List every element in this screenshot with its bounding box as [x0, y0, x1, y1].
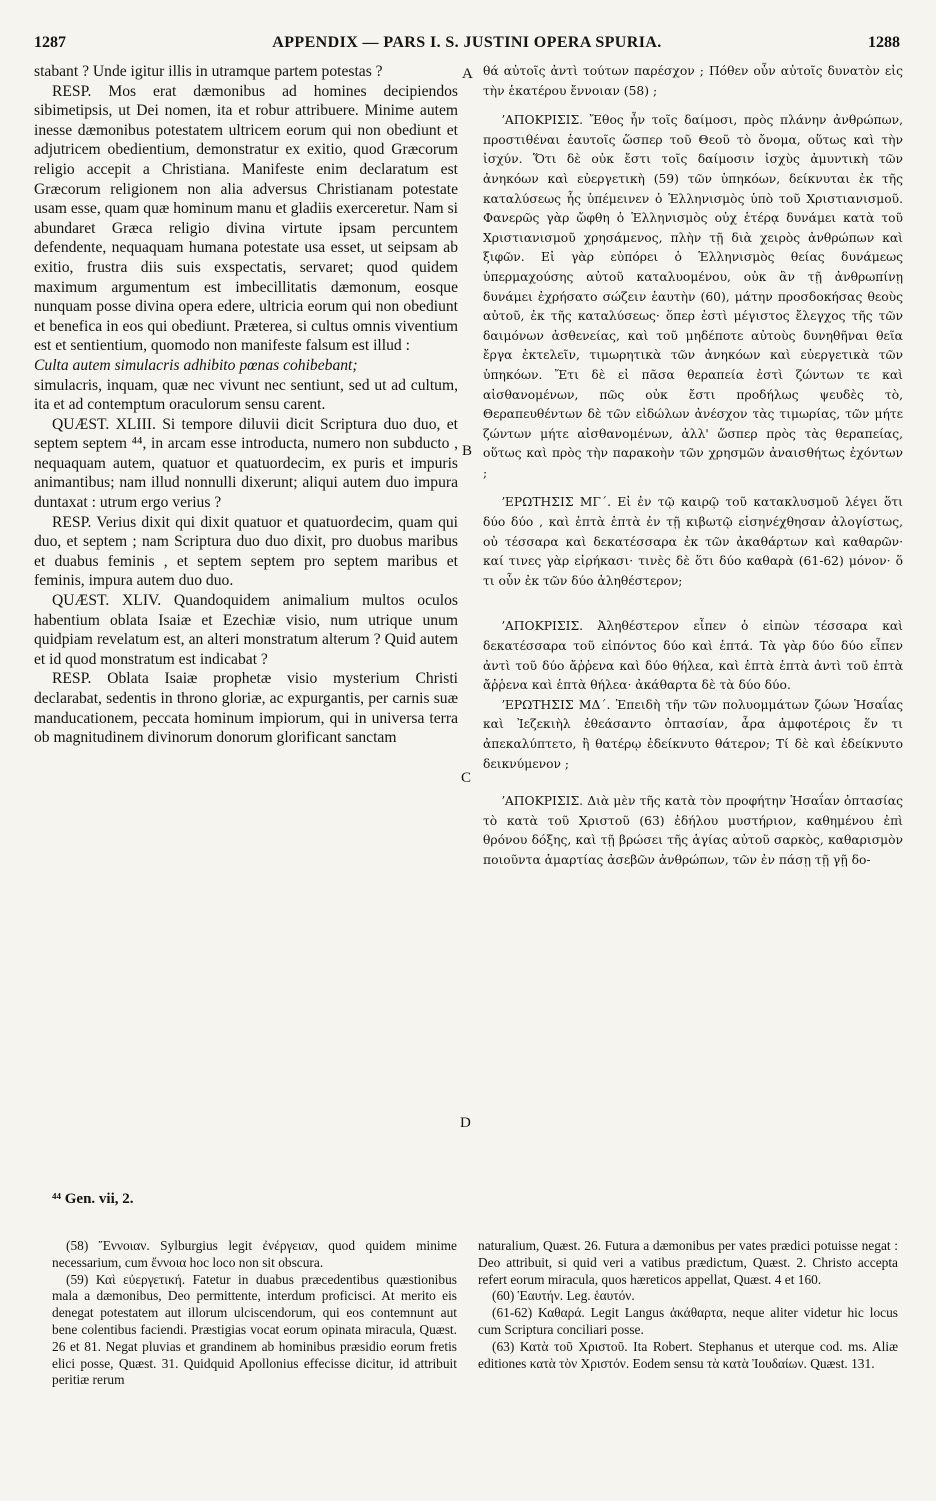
latin-paragraph: RESP. Mos erat dæmonibus ad homines decipiendos sibimetipsis, ut Dei nomen, ita et robur attribuere. Minime autem inesse dæmonibus potestatem ultricem eorum qui non obediunt et adjutricem obedientium, demonstratur ex exitio, quod Græcorum religio accepit a Christiana. Manifeste enim declaratum est Græcorum religionem non alia adversus Christianam potestate usam esse, quam quæ hominum manu et gladiis exerceretur. Nam si abundaret Græca religio divina virtute ipsam percuntem defendente, nequaquam humana potestate usa esset, ut seipsam ab exitio, frustra diis suis exspectatis, servaret; quod quidem maximum argumentum est imbecillitatis dæmonum, eosque nunquam posse divina opera edere, ultricia eorum qui non obediunt et benefica in eos qui obediunt. Præterea, si cultus omnis viventium est et sentientium, quomodo non manifeste falsum est illud :: [34, 82, 458, 355]
page-number-right: 1288: [868, 34, 900, 51]
greek-paragraph: θά αὐτοῖς ἀντὶ τούτων παρέσχον ; Πόθεν οὖν αὐτοῖς δυνατὸν εἰς τὴν ἑκατέρου ἔννοιαν (58) ;: [483, 64, 903, 98]
latin-paragraph: RESP. Oblata Isaiæ prophetæ visio mysterium Christi declarabat, sedentis in throno gloriæ, ac expurgantis, per carnis suæ manducationem, peccata hominum impiorum, qui in universa terra ob magnitudinem divinorum donorum glorificant sanctam: [34, 670, 458, 747]
footnote: (63) Κατὰ τοῦ Χριστοῦ. Ita Robert. Stephanus et uterque cod. ms. Aliæ editiones κατὰ τὸν Χριστόν. Eodem sensu τὰ κατὰ Ἰουδαίων. Quæst. 131.: [478, 1338, 898, 1371]
latin-question: QUÆST. XLIV. Quandoquidem animalium multos oculos habentium oblata Isaiæ et Ezechiæ visio, num utrique unum quidpiam revelatum est, an alteri monstratum alterum ? Quid autem et id quod monstratum est indicabat ?: [34, 592, 458, 668]
latin-paragraph: stabant ? Unde igitur illis in utramque partem potestas ?: [34, 63, 383, 80]
latin-paragraph: RESP. Verius dixit qui dixit quatuor et quatuordecim, quam qui duo, et septem ; nam Scriptura duo duo dixit, pro duobus maribus et duabus feminis , et septem septem pro septem maribus et feminis, impura autem duo duo.: [34, 513, 458, 590]
latin-question: QUÆST. XLIII. Si tempore diluvii dicit Scriptura duo duo, et septem septem ⁴⁴, in arcam esse introducta, numero non subducto , nequaquam autem, quatuor et quatuordecim, ex puris et impuris animantibus; nam illud nonnulli dixerunt; aliqui autem duo impura duntaxat : utrum ergo verius ?: [34, 415, 458, 512]
margin-marker-c: C: [461, 770, 472, 786]
greek-paragraph: ʼΑΠΟΚΡΙΣΙΣ. Ἔθος ἦν τοῖς δαίμοσι, πρὸς πλάνην ἀνθρώπων, προστιθέναι ἑαυτοῖς ὥσπερ τοῦ Θεοῦ τὸ ὄνομα, οὕτως καὶ τὴν ἰσχύν. Ὅτι δὲ οὐκ ἔστι τοῖς δαίμοσιν ἰσχὺς ἀμυντικὴ τῶν ἀνηκόων καὶ εὐεργετικὴ (59) τῶν ὑπηκόων, δείκνυται ἐκ τῆς καταλύσεως ἧς ὑπέμεινεν ὁ Ἑλληνισμὸς ὑπὸ τοῦ Χριστιανισμοῦ. Φανερῶς γὰρ ὤφθη ὁ Ἑλληνισμὸς οὐχ ἑτέρᾳ δυνάμει κατὰ τοῦ Χριστιανισμοῦ χρησάμενος, πλὴν τῇ διὰ χειρὸς ἀνθρώπων καὶ ξιφῶν. Εἰ γὰρ εὐπόρει ὁ Ἑλληνισμὸς θείας δυνάμεως ὑπερμαχούσης αὐτοῦ καταλυομένου, οὐκ ἂν τῇ ἀνθρωπίνῃ δυνάμει ἐχρήσατο σώζειν ἑαυτὴν (60), μάτην προσδοκήσας θεοὺς αὐτοῦ, ἐκ τῆς καταλύσεως· ὅπερ ἐστὶ μέγιστος ἔλεγχος τῆς τῶν δαιμόνων ἀσθενείας, καὶ τοῦ μηδέποτε αὐτοὺς δυνηθῆναι θεῖα ἔργα ἐκτελεῖν, τιμωρητικὰ τῶν ἀνηκόων καὶ εὐεργετικὰ τῶν ὑπηκόων. Ἔτι δὲ εἰ πᾶσα θεραπεία ἐστὶ ζώντων τε καὶ αἰσθανομένων, πῶς οὐκ ἔστι προδήλως ψευδὲς τὸ, Θεραπευθέντων δὲ τῶν εἰδώλων ἀνέσχον τὰς τιμωρίας, τῶν μήτε ζώντων μήτε αἰσθανομένων, ἀλλ' ὥσπερ πρὸς τὰς θεραπείας, οὕτως καὶ πρὸς τὴν παρακοὴν τῶν χρησμῶν ἀναισθήτως ἐχόντων ;: [483, 113, 903, 480]
margin-marker-d: D: [460, 1115, 471, 1131]
footnote: (61-62) Καθαρά. Legit Langus ἀκάθαρτα, neque aliter videtur hic locus cum Scriptura conciliari posse.: [478, 1305, 898, 1337]
footnote: (59) Καὶ εὐεργετική. Fatetur in duabus præcedentibus quæstionibus mala a dæmonibus, Deo permittente, interdum proficisci. At merito eis denegat potestatem aut illorum ulciscendorum, qui eos contemnunt aut bene colentibus faciendi. Præstigias vocat eorum opinata miracula, Quæst. 26 et 81. Negat pluvias et grandinem ab hominibus præsidio eorum fretis elici posse, Quæst. 31. Quidquid Apollonius effecisse dicitur, id attribuit peritiæ rerum: [52, 1271, 457, 1388]
scripture-reference: ⁴⁴ Gen. vii, 2.: [52, 1191, 134, 1207]
footnote: (58) Ἔννοιαν. Sylburgius legit ἐνέργειαν, quod quidem minime necessarium, cum ἔννοια hoc loco non sit obscura.: [52, 1238, 457, 1270]
page-number-left: 1287: [34, 34, 66, 51]
running-title: APPENDIX — PARS I. S. JUSTINI OPERA SPURIA.: [272, 34, 662, 51]
latin-quotation: Culta autem simulacris adhibito pœnas cohibebant;: [34, 356, 358, 374]
greek-question: ʼΕΡΩΤΗΣΙΣ ΜΔ΄. Ἐπειδὴ τῆν τῶν πολυομμάτων ζώων Ἡσαΐας καὶ Ἰεζεκιὴλ ἐθεάσαντο ὀπτασίαν, ἆρα ἀμφοτέροις ἕν τι ἀπεκαλύπτετο, ἢ θατέρῳ ἐδείκνυτο θάτερον; Τί δὲ καὶ ἐδείκνυτο δεικνύμενον ;: [483, 697, 903, 771]
footnote: (60) Ἑαυτήν. Leg. ἑαυτόν.: [492, 1288, 635, 1304]
footnote: naturalium, Quæst. 26. Futura a dæmonibus per vates prædici potuisse negat : Deo attribuit, si quid veri a vatibus prædictum, Quæst. 2. Christo accepta refert eorum miracula, quos hæreticos appellat, Quæst. 4 et 160.: [478, 1238, 898, 1287]
margin-marker-a: A: [462, 66, 473, 82]
running-header: [34, 34, 900, 56]
footnotes-left: [52, 1238, 457, 1389]
greek-paragraph: ʼΑΠΟΚΡΙΣΙΣ. Ἀληθέστερον εἶπεν ὁ εἰπὼν τέσσαρα καὶ δεκατέσσαρα τοῦ εἰπόντος δύο καὶ ἑπτά. Τὰ γὰρ δύο δύο εἶπεν ἀντὶ τοῦ δύο ἄῤῥενα καὶ δύο θήλεα, καὶ ἑπτὰ ἑπτὰ ἀντὶ τοῦ ἑπτὰ ἄῤῥενα καὶ ἑπτὰ θήλεα· ἀκάθαρτα δὲ τὰ δύο δύο.: [483, 619, 903, 693]
greek-paragraph: ʼΑΠΟΚΡΙΣΙΣ. Διὰ μὲν τῆς κατὰ τὸν προφήτην Ἡσαΐαν ὀπτασίας τὸ κατὰ τοῦ Χριστοῦ (63) ἐδήλου μυστήριον, καθημένου ἐπὶ θρόνου δόξης, καὶ τῇ βρώσει τῆς ἁγίας αὐτοῦ σαρκὸς, καθαρισμὸν ποιοῦντα ἁμαρτίας ἀσεβῶν ἀνθρώπων, τῶν ἐν πάσῃ τῇ γῇ δο-: [483, 794, 903, 867]
greek-column: [483, 62, 903, 871]
latin-paragraph: simulacris, inquam, quæ nec vivunt nec sentiunt, sed ut ad cultum, ita et ad contemptum oraculorum sensu carent.: [34, 376, 458, 414]
latin-column: [34, 62, 458, 748]
greek-question: ʼΕΡΩΤΗΣΙΣ ΜΓ΄. Εἰ ἐν τῷ καιρῷ τοῦ κατακλυσμοῦ λέγει ὅτι δύο δύο , καὶ ἑπτὰ ἑπτὰ ἐν τῇ κιβωτῷ εἰσηνέχθησαν ἀλογίστως, οὐ τέσσαρα καὶ δεκατέσσαρα ἐκ τῶν ἀκαθάρτων καὶ καθαρῶν· καί τινες γὰρ εἰρήκασι· τινὲς δὲ ὅτι δύο καθαρὰ (61-62) μόνον· ὅ τι οὖν ἐκ τῶν δύο ἀληθέστερον;: [483, 495, 903, 588]
footnotes-right: [478, 1238, 898, 1372]
margin-marker-b: B: [462, 443, 473, 459]
